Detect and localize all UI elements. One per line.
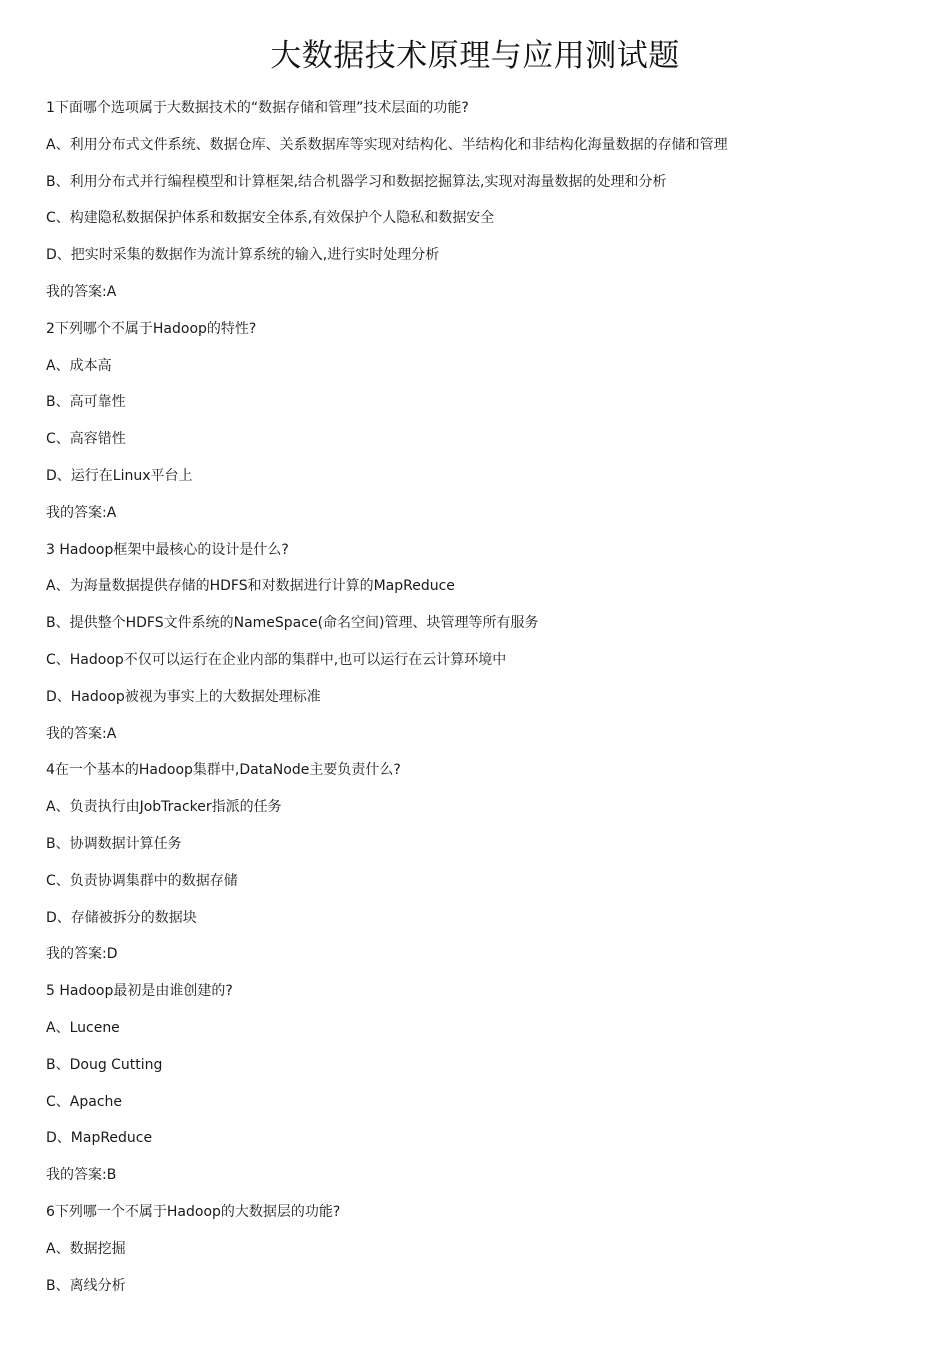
answer-option: B、高可靠性 xyxy=(46,394,126,411)
question-text: 2下列哪个不属于Hadoop的特性? xyxy=(46,320,257,337)
answer-option: B、协调数据计算任务 xyxy=(46,835,182,852)
answer-option: B、提供整个HDFS文件系统的NameSpace(命名空间)管理、块管理等所有服务 xyxy=(46,615,539,632)
answer-option: A、为海量数据提供存储的HDFS和对数据进行计算的MapReduce xyxy=(46,578,455,595)
answer-option: D、把实时采集的数据作为流计算系统的输入,进行实时处理分析 xyxy=(46,247,440,264)
answer-option: C、负责协调集群中的数据存储 xyxy=(46,872,238,889)
answer-option: C、Apache xyxy=(46,1093,123,1110)
answer-option: D、Hadoop被视为事实上的大数据处理标准 xyxy=(46,688,321,705)
my-answer: 我的答案:A xyxy=(46,283,117,300)
answer-option: B、Doug Cutting xyxy=(46,1056,163,1073)
question-text: 3 Hadoop框架中最核心的设计是什么? xyxy=(46,541,289,558)
my-answer: 我的答案:B xyxy=(46,1167,117,1184)
answer-option: A、负责执行由JobTracker指派的任务 xyxy=(46,799,282,816)
answer-option: A、成本高 xyxy=(46,357,112,374)
answer-option: A、利用分布式文件系统、数据仓库、关系数据库等实现对结构化、半结构化和非结构化海量数据的存储和管理 xyxy=(46,136,728,153)
question-list xyxy=(46,96,926,1310)
my-answer: 我的答案:A xyxy=(46,504,117,521)
question-text: 5 Hadoop最初是由谁创建的? xyxy=(46,983,233,1000)
answer-option: D、MapReduce xyxy=(46,1130,153,1147)
question-text: 4在一个基本的Hadoop集群中,DataNode主要负责什么? xyxy=(46,762,401,779)
answer-option: C、Hadoop不仅可以运行在企业内部的集群中,也可以运行在云计算环境中 xyxy=(46,651,507,668)
question-text: 1下面哪个选项属于大数据技术的“数据存储和管理”技术层面的功能? xyxy=(46,100,469,116)
document-title: 大数据技术原理与应用测试题 xyxy=(270,38,680,74)
answer-option: B、利用分布式并行编程模型和计算框架,结合机器学习和数据挖掘算法,实现对海量数据的处理和分析 xyxy=(46,173,667,190)
answer-option: C、构建隐私数据保护体系和数据安全体系,有效保护个人隐私和数据安全 xyxy=(46,210,495,227)
my-answer: 我的答案:A xyxy=(46,725,117,742)
question-text: 6下列哪一个不属于Hadoop的大数据层的功能? xyxy=(46,1203,341,1220)
answer-option: C、高容错性 xyxy=(46,431,126,448)
answer-option: A、数据挖掘 xyxy=(46,1240,126,1257)
answer-option: D、存储被拆分的数据块 xyxy=(46,909,197,926)
answer-option: A、Lucene xyxy=(46,1019,120,1036)
answer-option: D、运行在Linux平台上 xyxy=(46,467,193,484)
my-answer: 我的答案:D xyxy=(46,946,118,963)
answer-option: B、离线分析 xyxy=(46,1277,126,1294)
